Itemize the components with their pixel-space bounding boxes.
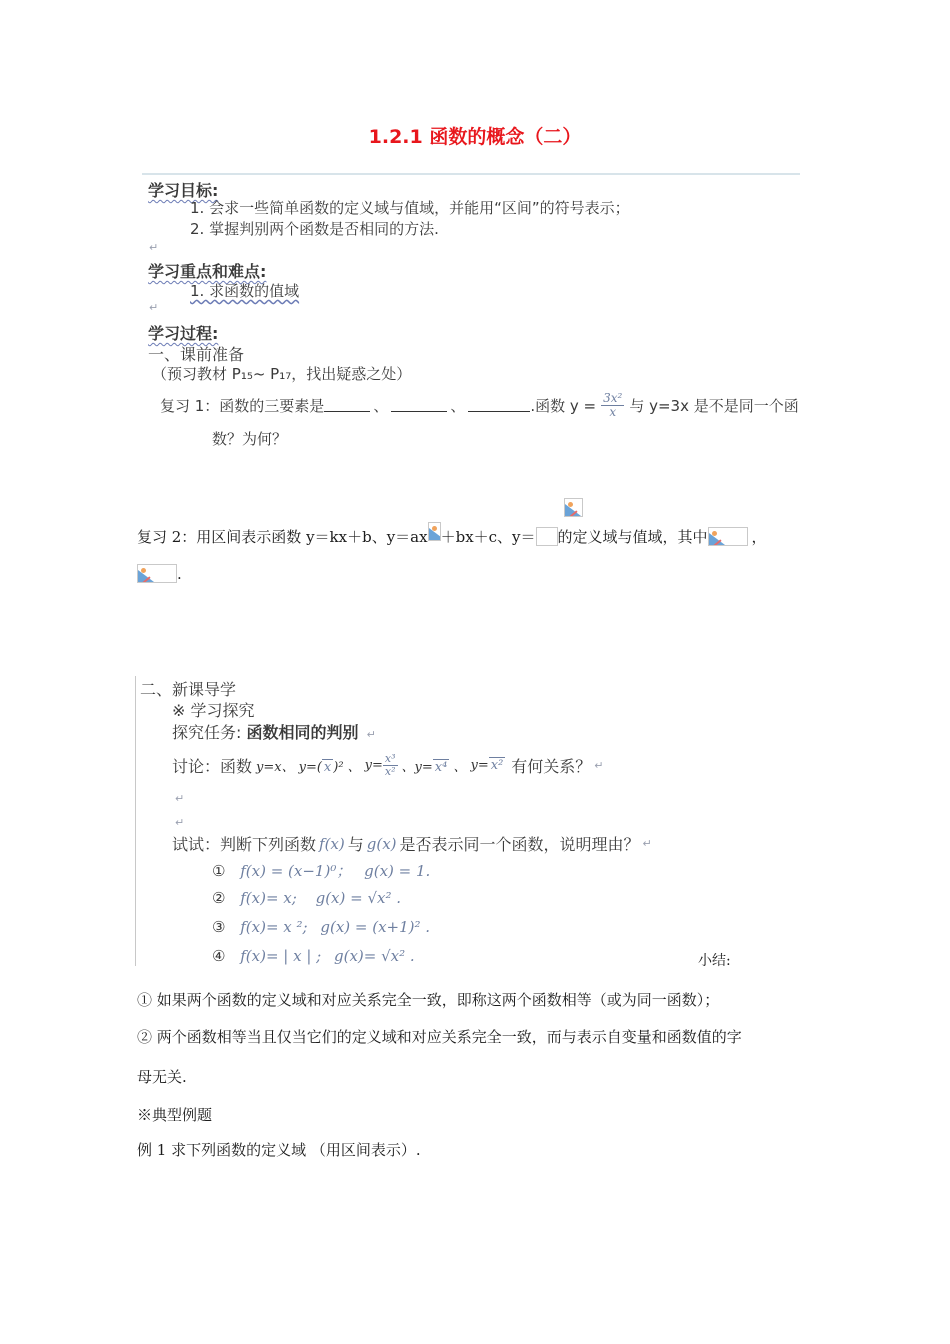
process-heading: 学习过程:: [148, 324, 219, 343]
formula-box: [137, 564, 177, 583]
try-f: f(x): [319, 834, 345, 853]
preview-note: （预习教材 P₁₅~ P₁₇，找出疑惑之处）: [152, 365, 412, 383]
task-bold: 函数相同的判别: [246, 723, 359, 742]
paragraph-mark: ↵: [175, 792, 185, 805]
keypoints-heading: 学习重点和难点:: [148, 262, 267, 281]
review2-part3: 的定义域与值域，其中: [557, 528, 708, 546]
item-g: g(x) = √x² .: [315, 889, 402, 907]
paragraph-mark: ↵: [594, 758, 604, 772]
formula-y-x: y=x、: [256, 759, 295, 775]
goal-item-1: 1. 会求一些简单函数的定义域与值域，并能用“区间”的符号表示；: [190, 199, 630, 217]
frac-denominator: x: [609, 404, 617, 419]
item-number: ④: [212, 947, 226, 965]
formula-box: [708, 527, 748, 546]
try-line: [172, 832, 652, 855]
section2-sub1: ※ 学习探究: [172, 701, 255, 720]
formula-box: [536, 527, 558, 546]
formula-y-root4: 、y= x⁴ 、: [401, 759, 467, 775]
review1-mid: .函数 y =: [530, 396, 597, 415]
conclusion-2: ② 两个函数相等当且仅当它们的定义域和对应关系完全一致，而与表示自变量和函数值的字: [137, 1028, 742, 1046]
discuss-line: [172, 753, 604, 777]
fraction: $\frac{\text{x³}}{\text{x²}}$: [384, 752, 396, 778]
review2-part1: 复习 2：用区间表示函数 y＝kx＋b、y＝ax: [137, 528, 428, 546]
formula-image-top: [564, 497, 583, 517]
paragraph-mark: ↵: [149, 301, 159, 314]
review-2: [137, 526, 767, 547]
keypoint-item-1: 1. 求函数的值域: [190, 282, 300, 300]
goal-item-2: 2. 掌握判别两个函数是否相同的方法.: [190, 220, 439, 238]
try-suffix: 是否表示同一个函数，说明理由？: [399, 835, 640, 854]
item-g: g(x)= √x² .: [334, 947, 415, 965]
task-line: [172, 720, 376, 743]
section2-heading: 二、新课导学: [140, 680, 237, 699]
item-f: f(x)= | x | ;: [240, 947, 322, 965]
try-mid: 与: [347, 835, 364, 854]
conclusion-3: 母无关.: [137, 1068, 187, 1086]
paragraph-mark: ↵: [366, 728, 376, 741]
try-prefix: 试试：判断下列函数: [172, 835, 317, 854]
image-placeholder-icon: [428, 522, 441, 541]
fraction: [601, 392, 624, 418]
review2-part2: ＋bx＋c、y＝: [440, 528, 536, 546]
paragraph-mark: ↵: [175, 816, 185, 829]
item-number: ①: [212, 862, 226, 880]
item-number: ③: [212, 918, 226, 936]
image-border: [135, 676, 136, 966]
review1-line2: 数？为何？: [212, 430, 288, 448]
item-f: f(x)= x;: [240, 889, 297, 907]
formula-y-sqrt-sq: y=( x )² 、: [298, 759, 361, 775]
page-title: 1.2.1 函数的概念（二）: [368, 126, 582, 148]
paragraph-mark: ↵: [642, 837, 652, 850]
item-g: g(x) = (x+1)² .: [320, 918, 431, 936]
item-number: ②: [212, 889, 226, 907]
item-g: g(x) = 1.: [364, 862, 431, 880]
formula-y-root2: y= x²: [470, 758, 504, 774]
section1-heading: 一、课前准备: [148, 345, 245, 364]
examples-heading: ※典型例题: [137, 1106, 213, 1124]
divider: [142, 173, 800, 175]
discuss-suffix: 有何关系？: [511, 756, 592, 776]
review2-line2: [137, 564, 182, 583]
list-item: [212, 947, 415, 965]
review1-prefix: 复习 1：函数的三要素是: [160, 396, 325, 415]
formula-y-frac: y=: [364, 757, 383, 773]
list-item: [212, 860, 430, 881]
blank-2: [391, 399, 447, 412]
review2-period: .: [177, 564, 182, 583]
list-item: [212, 918, 430, 936]
summary-label: 小结:: [698, 953, 731, 969]
sep: 、: [450, 396, 466, 415]
paragraph-mark: ↵: [149, 241, 159, 254]
discuss-prefix: 讨论：函数: [172, 756, 253, 776]
blank-1: [324, 399, 370, 412]
item-f: f(x)= x ²;: [240, 918, 308, 936]
image-placeholder-icon: [709, 528, 726, 545]
item-f: f(x) = (x−1)⁰；: [240, 862, 352, 880]
sep: 、: [373, 396, 389, 415]
goals-heading: 学习目标:: [148, 181, 219, 200]
example-1: 例 1 求下列函数的定义域 （用区间表示）.: [137, 1141, 421, 1159]
review2-comma: ，: [751, 528, 767, 546]
blank-3: [468, 399, 530, 412]
list-item: [212, 889, 401, 907]
try-g: g(x): [366, 834, 397, 853]
conclusion-1: ① 如果两个函数的定义域和对应关系完全一致，即称这两个函数相等（或为同一函数）；: [137, 991, 720, 1009]
image-placeholder-icon: [138, 565, 155, 582]
review-1: [160, 392, 799, 418]
image-placeholder-icon: [564, 498, 583, 517]
frac-numerator: 3x²: [603, 391, 623, 405]
review1-suffix: 与 y=3x 是不是同一个函: [629, 396, 799, 415]
task-prefix: 探究任务:: [172, 723, 242, 742]
